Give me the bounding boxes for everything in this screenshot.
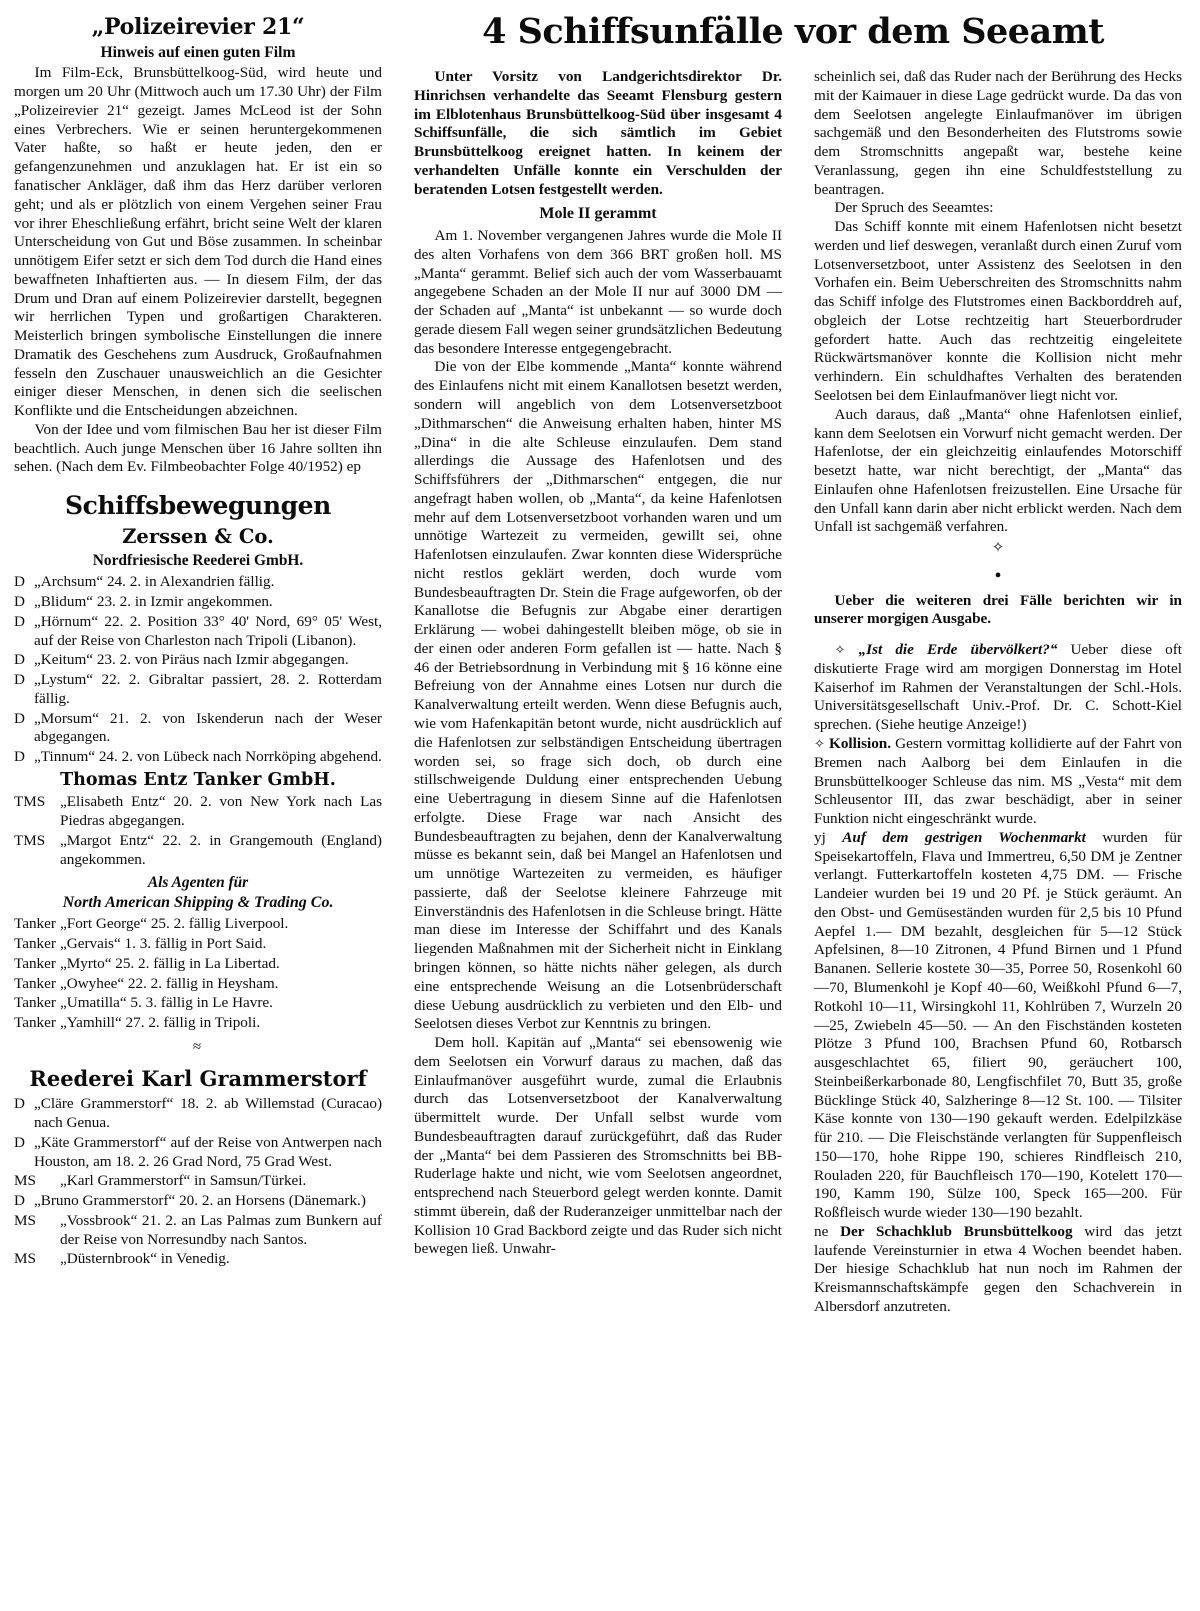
ship-text: „Käte Grammerstorf“ auf der Reise von Antwerpen nach Houston, am 18. 2. 26 Grad Nord, 75 Grad West. (34, 1133, 382, 1170)
star-bullet-icon: ✧ (834, 642, 846, 658)
ship-prefix: Tanker (14, 954, 56, 972)
list-item (14, 915, 382, 934)
ship-movements-title: Schiffsbewegungen (65, 491, 331, 521)
film-article-title: „Polizeirevier 21“ (91, 14, 305, 40)
dot-separator: • (994, 564, 1002, 587)
ship-prefix: D (14, 573, 25, 591)
ship-text: „Lystum“ 22. 2. Gibraltar passiert, 28. 2. Rotterdam fällig. (34, 671, 382, 707)
brief-item-title: Der Schachklub Brunsbüttelkoog (840, 1222, 1073, 1240)
list-item (14, 793, 382, 831)
list-item (14, 613, 382, 651)
brief-item-title: Auf dem gestrigen Wochenmarkt (842, 828, 1086, 846)
seeamt-conclusion-paragraph: Auch daraus, daß „Manta“ ohne Hafenlotsen einlief, kann dem Seelotsen ein Vorwurf nicht gemacht werden. Der Hafenlotse, der ein gleichzeitig einlaufendes Motorschiff besetzt hatte, war nicht berechtigt, der „Manta“ das Einlaufen ohne Hafenlotsen freizustellen. Eine Ursache für den Unfall kann darin aber nicht erblickt werden. Nach dem Unfall ist sachgemäß verfahren. (814, 405, 1182, 536)
brief-item-market (814, 829, 1182, 1223)
film-article-paragraph-2: Von der Idee und vom filmischen Bau her ist dieser Film beachtlich. Auch junge Menschen über 16 Jahre sollten ihn sehen. (Nach dem Ev. Filmbeobachter Folge 40/1952) ep (14, 420, 382, 476)
list-item (14, 748, 382, 767)
ship-text: „Hörnum“ 22. 2. Position 33° 40' Nord, 69° 05' West, auf der Reise von Charleston nach Tripoli (Libanon). (34, 612, 382, 649)
ship-list-nordfriesische (14, 573, 382, 767)
list-item (14, 1172, 382, 1191)
star-bullet-icon: ✧ (814, 736, 825, 752)
column-middle (414, 8, 782, 1259)
ship-prefix: Tanker (14, 974, 56, 992)
seeamt-continued-paragraph-1: scheinlich sei, daß das Ruder nach der Berührung des Hecks mit der Kaimauer in diese Lage gedrückt wurde. Da das von dem Seelotsen angelegte Einlaufmanöver im übrigen sachgemäß und den Besonderheiten des Flutstroms sowie dem Stromschnitts angepaßt war, bestehe keine Veranlassung, gegen ihn eine Schuldfeststellung zu beantragen. (814, 68, 1182, 198)
ship-prefix: D (14, 651, 25, 669)
company-grammerstorf-title: Reederei Karl Grammerstorf (29, 1066, 367, 1092)
list-item (14, 593, 382, 612)
mole-subheading: Mole II gerammt (539, 205, 657, 223)
ship-prefix: MS (14, 1172, 36, 1190)
item-marker: yj (814, 828, 826, 846)
ship-prefix: TMS (14, 832, 46, 850)
ship-text: „Düsternbrook“ in Venedig. (60, 1250, 230, 1268)
ship-text: „Keitum“ 23. 2. von Piräus nach Izmir abgegangen. (34, 651, 349, 669)
list-item (14, 1212, 382, 1250)
mole-paragraph-2: Die von der Elbe kommende „Manta“ konnte während des Einlaufens nicht mit einem Kanallotsen besetzt werden, sondern will angeblich von dem Lotsenversetzboot „Dithmarschen“ die Anweisung erhalten haben, hinter MS „Dina“ in die alte Schleuse einzulaufen. Dem stand allerdings die Aussage des Hafenlotsen und des Schiffsführers der „Dithmarschen“ entgegen, die nur angefragt haben wollen, ob „Manta“, da keine Hafenlotsen mehr auf dem Lotsenversetzboot vorhanden waren und um unnötige Wartezeit zu vermeiden, gewillt sei, ohne Hafenlotsen einzulaufen. Zwar konnten diese Widersprüche nicht restlos geklärt werden, doch wurde vom Bundesbeauftragten Dr. Stein die Frage aufgeworfen, ob der Kanallotse die Befugnis zur Abgabe einer derartigen Erklärung — wobei dahingestellt bleiben möge, ob sie in der einen oder anderen Form gefallen ist — hatte. Nach § 46 der Betriebsordnung in Verbindung mit § 16 könne eine Befreiung von der Annahme eines Lotsen nur durch die Kanalverwaltung erteilt werden. Wenn diese Befugnis auch, wie vom Hafenkapitän betont wurde, nicht ausdrücklich auf die Hafenlotsen zur selbständigen Entscheidung übertragen worden sei, so frage sich doch, ob durch eine stillschweigende Duldung einer entsprechenden Uebung eine Uebertragung in diesem Sinne auf die Hafenlotsen erfolgte. Diese Frage war nach Ansicht des Bundesbeauftragten zu bejahen, denn der Kanalverwaltung müsse es bekannt sein, daß bei Mangel an Hafenlotsen und um unnötige Wartezeiten zu vermeiden, es häufiger passierte, daß der Seelotse kleinere Fahrzeuge mit Einverständnis des Hafenlotsen in die Schleuse bringt. Hätte man diese im Interesse der Schiffahrt und des Kanals liegenden Maßnahmen mit der Sicherheit nicht in Einklang bringen können, so hätte nichts näher gelegen, als durch eine entsprechende Weisung an die Lotsenbrüderschaft diese Uebung ausdrücklich zu verbieten und den Elb- und Seelotsen dieses Verbot zur Kenntnis zu bringen. (414, 358, 782, 1033)
ship-prefix: D (14, 748, 25, 766)
ship-prefix: D (14, 1133, 25, 1151)
ship-prefix: Tanker (14, 935, 56, 953)
ship-text: „Elisabeth Entz“ 20. 2. von New York nach Las Piedras abgegangen. (60, 793, 382, 830)
ship-text: „Umatilla“ 5. 3. fällig in Le Havre. (60, 994, 273, 1012)
ornament-divider: ≈ (192, 1038, 204, 1055)
list-item (14, 994, 382, 1013)
ship-prefix: MS (14, 1250, 36, 1268)
ship-text: „Archsum“ 24. 2. in Alexandrien fällig. (34, 573, 275, 591)
column-right (814, 8, 1182, 1317)
ship-text: „Cläre Grammerstorf“ 18. 2. ab Willemstad (Curacao) nach Genua. (34, 1095, 382, 1132)
ship-list-entz (14, 793, 382, 869)
agents-label: Als Agenten für (147, 873, 249, 891)
ship-text: „Blidum“ 23. 2. in Izmir angekommen. (34, 592, 273, 610)
further-cases-note: Ueber die weiteren drei Fälle berichten wir in unserer morgigen Ausgabe. (814, 591, 1182, 628)
ship-prefix: D (14, 671, 25, 689)
list-item (14, 671, 382, 709)
brief-item-text: wurden für Speisekartoffeln, Flava und Immertreu, 6,50 DM je Zentner verlangt. Futterkartoffeln kosteten 4,75 DM. — Frische Landeier wurden bei 19 und 20 Pf. je Stück geräumt. An den Obst- und Gemüseständen wurden für 2,5 bis 10 Pfund Aepfel 1.— DM bezahlt, desgleichen für 5—12 Stück Apfelsinen, 8—10 Zitronen, 4 Pfund Birnen und 1 Pfund Bananen. Sellerie kostete 30—35, Porree 50, Rosenkohl 60—70, Blumenkohl je Kopf 40—60, Weißkohl Pfund 6—7, Rotkohl 10—11, Wirsingkohl 11, Kohlrüben 7, Wurzeln 20—25, Zwiebeln 45—50. — An den Fischständen kosteten Plötze 3 Pfund 100, Brachsen Pfund 60, Rotbarsch ausgeschlachtet 65, filiert 90, geräuchert 100, Steinbeißerkarbonade 80, Lengfischfilet 70, Butt 35, große Bücklinge Stück 40, Salzheringe 8—12 St. 100. — Tilsiter Käse konnte von 130—190 gekauft werden. Edelpilzkäse für 210. — Die Fleischstände verlangten für Suppenfleisch 150—170, hohe Rippe 190, schieres Rindfleisch 210, Rouladen 220, für Bauchfleisch 170—190, Kotelett 170—190, Kamm 190, Sülze 100, Speck 165—200. Für Roßfleisch wurde wieder 130—190 bezahlt. (814, 828, 1183, 1222)
list-item (14, 1192, 382, 1211)
brief-item-title: „Ist die Erde übervölkert?“ (858, 641, 1058, 659)
brief-item-overpopulation (814, 641, 1182, 735)
ship-prefix: D (14, 1095, 25, 1113)
ship-text: „Myrto“ 25. 2. fällig in La Libertad. (60, 954, 280, 972)
ship-prefix: Tanker (14, 994, 56, 1012)
column-left (14, 8, 382, 1271)
mole-paragraph-3: Dem holl. Kapitän auf „Manta“ sei ebensowenig wie dem Seelotsen ein Vorwurf daraus zu machen, daß das Einlaufmanöver ausgeführt wurde, zumal die Erlaubnis durch das Lotsenversetzboot der Kanalverwaltung übermittelt wurde. Der Unfall selbst wurde vom Bundesbeauftragten darauf zurückgeführt, daß das Ruder der „Manta“ bei dem Passieren des Stromschnitts bei BB-Ruderlage hakte und nicht, wie vom Seelotsen angeordnet, entsprechend nach Steuerbord gelegt werden konnte. Damit stimmt überein, daß der Ruderanzeiger unmittelbar nach der Kollision 10 Grad Backbord zeigte und das Ruder sich nicht bewegen ließ. Unwahr- (414, 1034, 782, 1258)
brief-item-title: Kollision. (829, 735, 892, 753)
seeamt-lead-paragraph: Unter Vorsitz von Landgerichtsdirektor Dr. Hinrichsen verhandelte das Seeamt Flensburg gestern im Elblotenhaus Brunsbüttelkoog-Süd über insgesamt 4 Schiffsunfälle, die sich sämtlich im Gebiet Brunsbüttelkoog ereignet hatten. In keinem der verhandelten Unfälle konnte ein Verschulden der beratenden Lotsen festgestellt werden. (414, 68, 782, 198)
brief-item-text: Ueber diese oft diskutierte Frage wird am morgigen Donnerstag im Hotel Kaiserhof im Rahmen der Veranstaltungen der Schl.-Hols. Universitätsgesellschaft Univ.-Prof. Dr. C. Schott-Kiel sprechen. (Siehe heutige Anzeige!) (814, 641, 1182, 734)
ship-text: „Vossbrook“ 21. 2. an Las Palmas zum Bunkern auf der Reise von Norresundby nach Santos. (60, 1211, 382, 1248)
columns-container (14, 8, 1186, 1603)
list-item (14, 573, 382, 592)
brief-item-chessclub (814, 1223, 1182, 1317)
ship-text: „Bruno Grammerstorf“ 20. 2. an Horsens (Dänemark.) (34, 1192, 366, 1210)
seeamt-verdict-paragraph: Das Schiff konnte mit einem Hafenlotsen nicht besetzt werden und lief deswegen, veranlaßt durch einen Zuruf vom Lotsenversetzboot, unter Assistenz des Seelotsen in den Vorhafen ein. Beim Ueberschreiten des Stromschnitts nahm das Schiff infolge des Flutstromes einen Backborddreh auf, obgleich der Lotse rechtzeitig hart Steuerbordruder gefordert hatte. Auch das rechtzeitig eingeleitete Rückwärtsmanöver konnte die Kollision nicht mehr verhindern. Ein schuldhaftes Verhalten des beratenden Seelotsen bei dem Einlaufmanöver liegt nicht vor. (814, 218, 1182, 405)
brief-item-collision (814, 735, 1182, 829)
ship-text: „Karl Grammerstorf“ in Samsun/Türkei. (60, 1172, 307, 1190)
ship-list-grammerstorf (14, 1095, 382, 1269)
ship-prefix: TMS (14, 793, 46, 811)
seeamt-verdict-intro: Der Spruch des Seeamtes: (834, 199, 994, 217)
ship-prefix: D (14, 1192, 25, 1210)
list-item (14, 832, 382, 870)
company-zerssen-subtitle: Nordfriesische Reederei GmbH. (92, 552, 304, 570)
item-marker: ne (814, 1222, 829, 1240)
company-zerssen-title: Zerssen & Co. (122, 525, 274, 549)
list-item (14, 1014, 382, 1033)
brief-item-text: wird das jetzt laufende Vereinsturnier in etwa 4 Wochen beendet haben. Der hiesige Schachklub hat nun noch im Rahmen der Kreismannschaftskämpfe gegen den Schachverein in Albersdorf anzutreten. (814, 1222, 1182, 1315)
ship-text: „Fort George“ 25. 2. fällig Liverpool. (60, 915, 289, 933)
ship-prefix: D (14, 612, 25, 630)
star-ornament-1: ✧ (991, 540, 1005, 557)
list-item (14, 935, 382, 954)
list-item (14, 955, 382, 974)
list-item (14, 1095, 382, 1133)
ship-prefix: D (14, 592, 25, 610)
company-north-american-title: North American Shipping & Trading Co. (62, 893, 334, 911)
ship-prefix: Tanker (14, 915, 56, 933)
list-item (14, 1250, 382, 1269)
film-article-paragraph-1: Im Film-Eck, Brunsbüttelkoog-Süd, wird heute und morgen um 20 Uhr (Mittwoch auch um 17.30 Uhr) der Film „Polizeirevier 21“ gezeigt. James McLeod ist der Sohn eines Verbrechers. Wie er seinen heruntergekommenen Vater haßte, so haßt er heute jeden, den er gefangenzunehmen und anzuklagen hat. Er ist ein so fanatischer Ankläger, daß ihm das Herz darüber verloren geht; und als er plötzlich von einem Vergehen seiner Frau vor ihrer Eheschließung erfährt, bricht seine Welt der klaren Unterscheidung von Gut und Böse zusammen. In scheinbar unnötigem Eifer setzt er sich dem Tod durch die Hand eines bewaffneten Inhaftierten aus. — In diesem Film, der das Drum und Dran auf einem Polizeirevier darstellt, begegnen wir herrlichen Typen und großartigen Charakteren. Meisterlich bringen symbolische Einstellungen die innere Dramatik des Geschehens zum Ausdruck, Großaufnahmen fesseln den Zuschauer unausweichlich an die Gesichter einiger dieser Menschen, in denen sich die seelischen Konflikte und die Entscheidungen abzeichnen. (14, 64, 382, 420)
ship-text: „Gervais“ 1. 3. fällig in Port Said. (60, 935, 267, 953)
list-item (14, 1134, 382, 1172)
list-item (14, 710, 382, 748)
ship-prefix: Tanker (14, 1014, 56, 1032)
list-item (14, 651, 382, 670)
ship-text: „Margot Entz“ 22. 2. in Grangemouth (England) angekommen. (60, 832, 382, 868)
brief-item-text: Gestern vormittag kollidierte auf der Fahrt von Bremen nach Aalborg bei dem Einlaufen in die Brunsbüttelkooger Schleuse das nim. MS „Vesta“ mit dem Schleusentor III, das zwar beschädigt, aber in seiner Funktion nicht eingeschränkt wurde. (814, 735, 1183, 828)
ship-text: „Owyhee“ 22. 2. fällig in Heysham. (60, 974, 279, 992)
ship-prefix: D (14, 709, 25, 727)
ship-text: „Morsum“ 21. 2. von Iskenderun nach der Weser abgegangen. (34, 709, 382, 746)
list-item (14, 975, 382, 994)
ship-list-north-american (14, 915, 382, 1033)
mole-paragraph-1: Am 1. November vergangenen Jahres wurde die Mole II des alten Vorhafens von dem 366 BRT großen holl. MS „Manta“ gerammt. Belief sich auch der vom Wasserbauamt angegebene Schaden an der Mole II nur auf 3000 DM — der Schaden auf „Manta“ ist unbekannt — so wurde doch gerade diesem Fall wegen seiner grundsätzlichen Bedeutung das besondere Interesse entgegengebracht. (414, 227, 782, 357)
ship-text: „Yamhill“ 27. 2. fällig in Tripoli. (60, 1014, 261, 1032)
company-entz-title: Thomas Entz Tanker GmbH. (60, 769, 336, 790)
page-headline: 4 Schiffsunfälle vor dem Seeamt (482, 11, 1104, 52)
ship-text: „Tinnum“ 24. 2. von Lübeck nach Norrköping abgehend. (34, 748, 382, 766)
film-article-subtitle: Hinweis auf einen guten Film (100, 44, 296, 62)
ship-prefix: MS (14, 1211, 36, 1229)
